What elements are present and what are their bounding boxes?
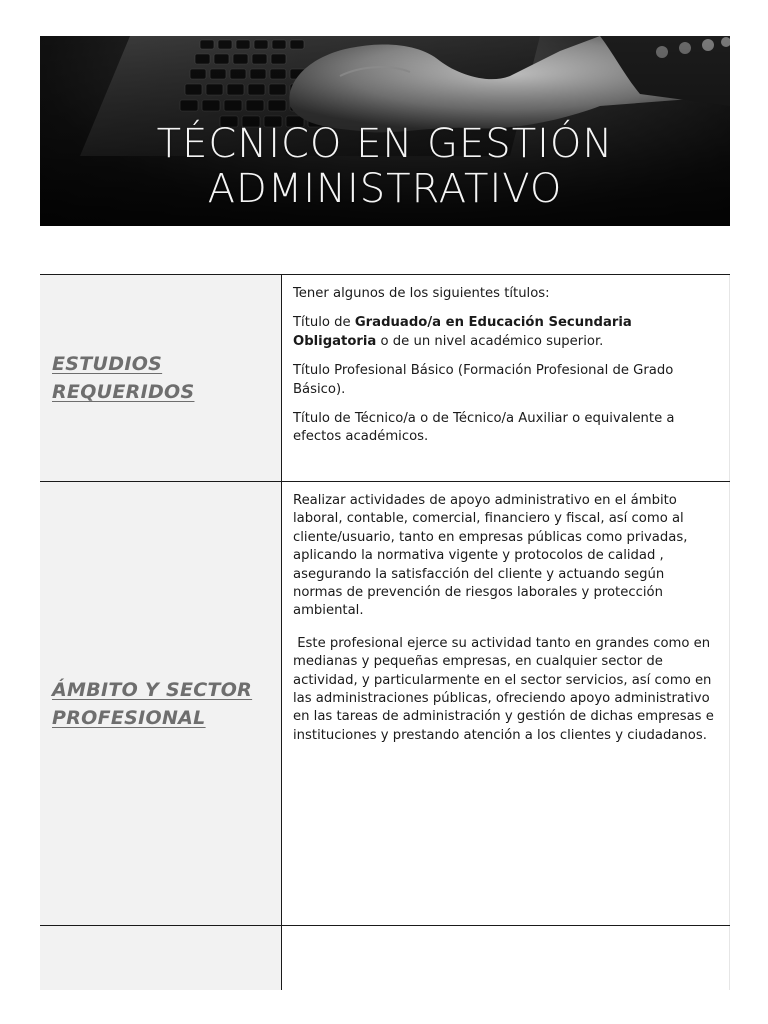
row-content-cell	[282, 275, 730, 481]
scope-paragraph-2: Este profesional ejerce su actividad tanto en grandes como en medianas y pequeñas empresas, en cualquier sector de actividad, y particularmente en el sector servicios, así como en las administraciones públicas, ofreciendo apoyo administrativo en las tareas de administración y gestión de dichas empresas e instituciones y prestando atención a los clientes y ciudadanos.	[293, 635, 719, 743]
section-heading-line-1: ESTUDIOS	[52, 353, 163, 375]
scope-paragraph-1: Realizar actividades de apoyo administrativo en el ámbito laboral, contable, comercial, financiero y fiscal, así como al cliente/usuario, tanto en empresas públicas como privadas, aplicando la normativa vigente y protocolos de calidad , asegurando la satisfacción del cliente y actuando según normas de prevención de riesgos laborales y protección ambiental.	[293, 493, 688, 619]
studies-item-2: Título Profesional Básico (Formación Profesional de Grado Básico).	[293, 363, 674, 397]
info-table	[40, 274, 730, 990]
table-row-studies	[40, 274, 730, 481]
page-title-line-2: ADMINISTRATIVO	[207, 166, 563, 212]
row-label-cell	[40, 482, 282, 925]
page-title-line-1: TÉCNICO EN GESTIÓN	[156, 121, 614, 167]
section-heading-studies	[52, 350, 194, 406]
page-title	[40, 122, 730, 212]
row-label-cell	[40, 926, 282, 990]
table-row-scope	[40, 481, 730, 925]
section-heading-line-1: ÁMBITO Y SECTOR	[52, 678, 253, 701]
row-content-cell	[282, 926, 730, 990]
studies-item-1-suffix: o de un nivel académico superior.	[376, 333, 604, 349]
row-content-cell	[282, 482, 730, 925]
table-row-empty	[40, 925, 730, 990]
section-heading-line-2: PROFESIONAL	[52, 706, 206, 729]
section-heading-scope	[52, 676, 252, 732]
row-label-cell	[40, 275, 282, 481]
studies-item-1-bold: Graduado/a en Educación Secundaria Obligatoria	[293, 315, 632, 349]
studies-intro: Tener algunos de los siguientes títulos:	[293, 286, 550, 301]
studies-item-1	[293, 314, 717, 351]
section-heading-line-2: REQUERIDOS	[52, 381, 195, 403]
studies-item-1-prefix: Título de	[293, 315, 355, 331]
header-banner	[40, 36, 730, 226]
studies-item-3: Título de Técnico/a o de Técnico/a Auxiliar o equivalente a efectos académicos.	[293, 411, 675, 445]
